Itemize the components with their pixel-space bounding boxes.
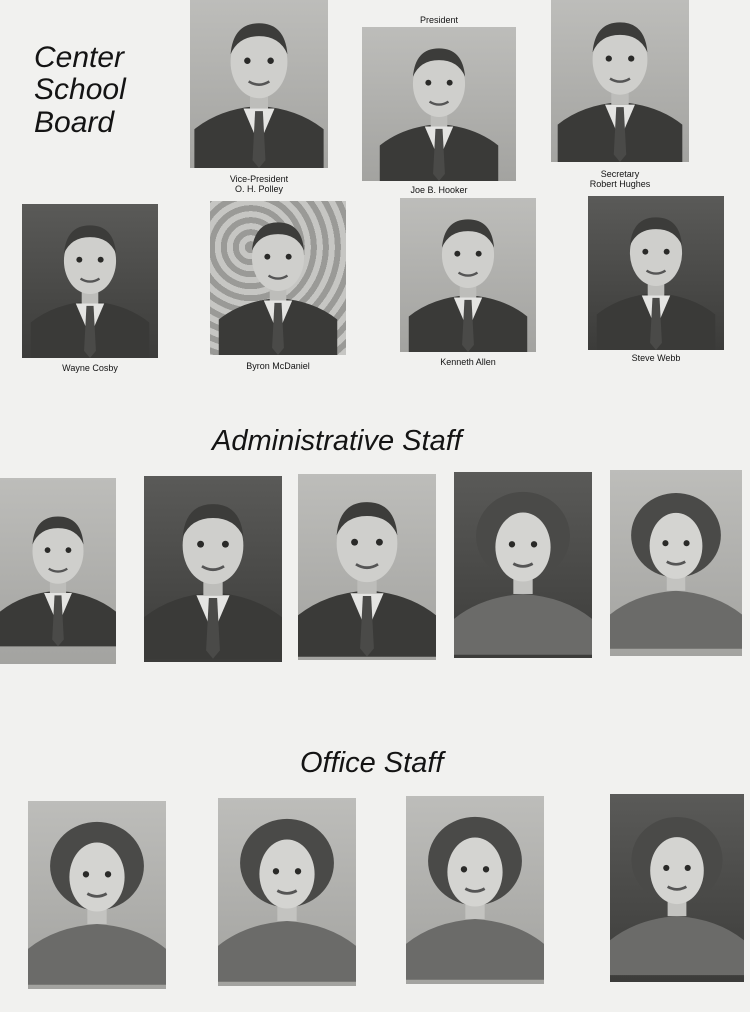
photo-admin-1	[0, 478, 116, 664]
role-president: President	[419, 15, 459, 25]
name-president: Joe B. Hooker	[410, 185, 468, 195]
photo-office-1	[28, 801, 166, 989]
board-heading	[34, 42, 164, 139]
role-secretary: Secretary	[600, 169, 640, 179]
caption-vice-president	[190, 174, 328, 195]
photo-board-member-2	[210, 201, 346, 355]
photo-board-member-1	[22, 204, 158, 358]
name-board-member-1: Wayne Cosby	[62, 363, 118, 373]
name-vice-president: O. H. Polley	[234, 184, 283, 195]
caption-secretary	[551, 169, 689, 190]
photo-office-3	[406, 796, 544, 984]
photo-office-4	[610, 794, 744, 982]
name-board-member-4: Steve Webb	[631, 353, 681, 363]
office-staff-heading: Office Staff	[300, 747, 444, 779]
board-heading-line-1: Center	[34, 41, 125, 74]
name-secretary: Robert Hughes	[589, 179, 651, 190]
photo-board-member-4	[588, 196, 724, 350]
name-board-member-3: Kenneth Allen	[440, 357, 496, 367]
photo-president	[362, 27, 516, 181]
photo-secretary	[551, 0, 689, 162]
board-heading-line-3: Board	[34, 105, 115, 139]
name-board-member-2: Byron McDaniel	[246, 361, 310, 371]
photo-office-2	[218, 798, 356, 986]
photo-admin-4	[454, 472, 592, 658]
photo-board-member-3	[400, 198, 536, 352]
admin-staff-heading: Administrative Staff	[212, 425, 462, 457]
board-heading-line-2: School	[34, 73, 126, 107]
photo-admin-2	[144, 476, 282, 662]
photo-admin-5	[610, 470, 742, 656]
photo-admin-3	[298, 474, 436, 660]
role-vice-president: Vice-President	[229, 174, 289, 184]
photo-vice-president	[190, 0, 328, 168]
